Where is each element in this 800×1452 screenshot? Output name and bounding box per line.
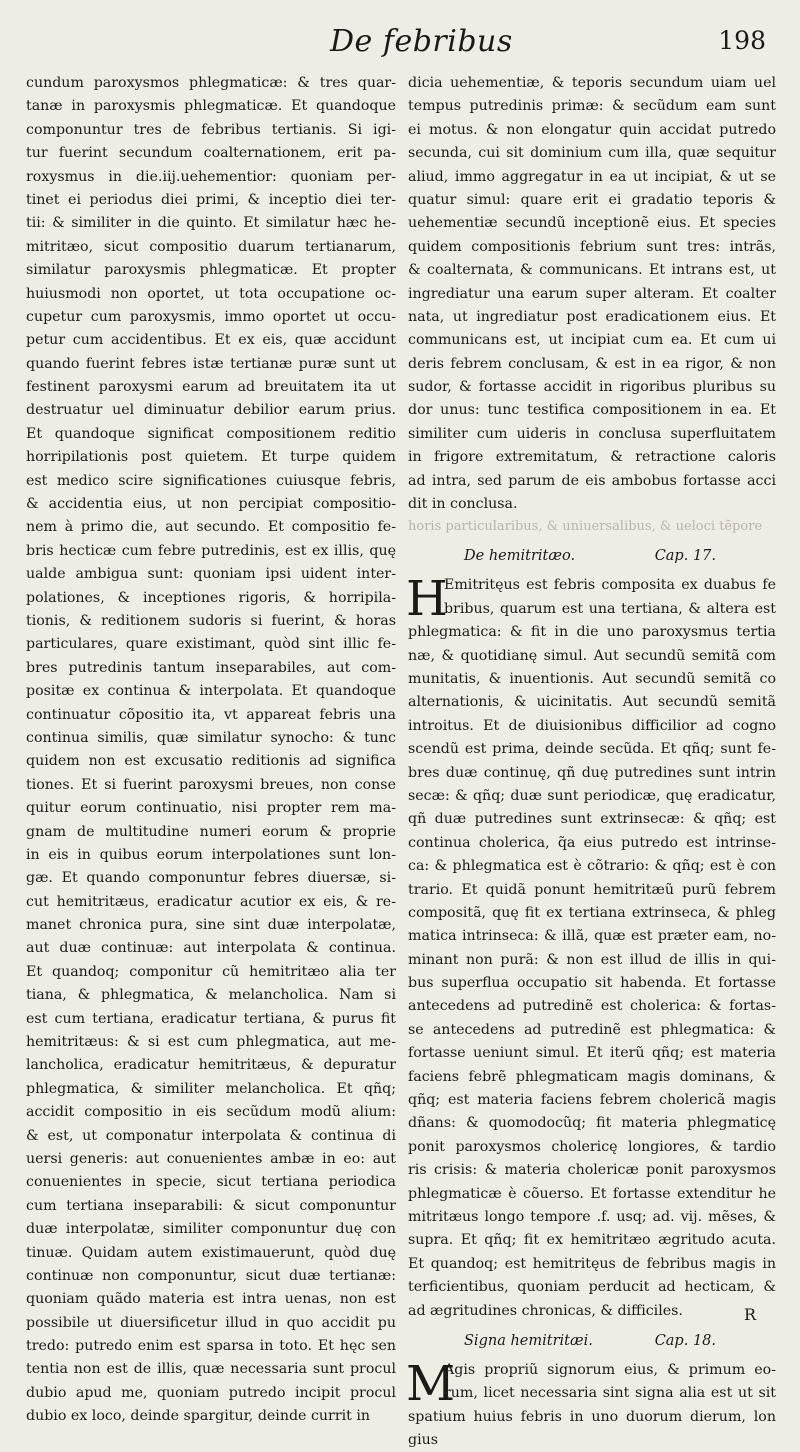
text-line: scendũ est prima, deinde secũda. Et qñq; sunt fe- bbox=[408, 741, 776, 758]
text-line: ualde ambigua sunt: quoniam ipsi uident inter- bbox=[26, 566, 396, 583]
text-line: quitur eorum continuatio, nisi propter rem ma- bbox=[26, 800, 396, 817]
text-line: dicia uehementiæ, & teporis secundum uiam uel bbox=[408, 75, 776, 91]
text-line: nata, ut ingrediatur post eradicationem eius. Et bbox=[408, 308, 776, 325]
page-number: 198 bbox=[718, 26, 766, 55]
text-line: tinet ei periodus diei primi, & inceptio diei ter- bbox=[26, 191, 396, 208]
text-line: næ, & quotidianę simul. Aut secundũ semitã com bbox=[408, 647, 776, 664]
text-line: est cum tertiana, eradicatur tertiana, & purus fit bbox=[26, 1010, 396, 1027]
text-line: ris crisis: & materia cholericæ ponit paroxysmos bbox=[408, 1162, 776, 1179]
text-line: faciens febrẽ phlegmaticam magis dominans, & bbox=[408, 1068, 776, 1085]
text-line: cum tertiana inseparabili: & sicut componuntur bbox=[26, 1197, 396, 1214]
chapter-18-drop-cap: M bbox=[406, 1355, 456, 1412]
text-line: aut duæ continuæ: aut interpolata & continua. bbox=[26, 940, 396, 957]
chapter-18-number: 18. bbox=[692, 1332, 716, 1349]
chapter-17-cap-label: Cap. bbox=[654, 548, 689, 565]
text-line: compositã, quę fit ex tertiana extrinseca, & phleg bbox=[408, 904, 776, 921]
text-line: gnam de multitudine numeri eorum & proprie bbox=[26, 823, 396, 840]
text-line: manet chronica pura, sine sint duæ interpolatæ, bbox=[26, 917, 396, 934]
text-line: possibile ut diuersificetur illud in quo accidit pu bbox=[26, 1314, 396, 1331]
text-line: tiones. Et si fuerint paroxysmi breues, non conse bbox=[26, 776, 396, 793]
text-line: mitritæo, sicut compositio duarum tertianarum, bbox=[26, 238, 396, 255]
text-line: petur cum accidentibus. Et ex eis, quæ accidunt bbox=[26, 332, 396, 349]
text-line: dit in conclusa. bbox=[408, 496, 518, 513]
text-line: similatur paroxysmis phlegmaticæ. Et propter bbox=[26, 262, 396, 279]
text-line: ingrediatur una earum super alteram. Et coalter bbox=[408, 285, 776, 302]
text-line: sudor, & fortasse accidit in rigoribus pluribus su bbox=[408, 379, 776, 396]
text-line: ad ægritudines chronicas, & difficiles. bbox=[408, 1302, 683, 1319]
text-line: quidem non est excusatio reditionis ad significa bbox=[26, 753, 396, 770]
text-line: ad intra, sed parum de eis ambobus fortasse acci bbox=[408, 472, 776, 489]
text-line: ponit paroxysmos cholericę longiores, & tardio bbox=[408, 1138, 776, 1155]
text-line: secæ: & qñq; duæ sunt periodicæ, quę eradicatur, bbox=[408, 787, 776, 804]
chapter-17-title: De hemitritæo. bbox=[464, 548, 576, 565]
text-line: & accidentia eius, ut non percipiat compositio- bbox=[26, 496, 396, 513]
text-line: ca: & phlegmatica est è cõtrario: & qñq; est è con bbox=[408, 858, 776, 875]
text-line: ei motus. & non elongatur quin accidat putredo bbox=[408, 121, 776, 138]
chapter-18-cap-label: Cap. bbox=[654, 1332, 689, 1349]
page-header bbox=[0, 20, 800, 64]
text-line: tionis, & reditionem sudoris si fuerint, & horas bbox=[26, 612, 396, 629]
text-line: cut hemitritæus, eradicatur acutior ex eis, & re- bbox=[26, 893, 396, 910]
text-line: destruatur uel diminuatur debilior earum prius. bbox=[26, 402, 396, 419]
text-line: huiusmodi non oportet, ut tota occupatione oc- bbox=[26, 285, 396, 302]
text-line: bris hecticæ cum febre putredinis, est ex illis, quę bbox=[26, 542, 396, 559]
chapter-17-number: 17. bbox=[692, 548, 716, 565]
text-line: bres duæ continuę, qñ duę putredines sunt intrin bbox=[408, 764, 776, 781]
text-line: phlegmatica: & fit in die uno paroxysmus tertia bbox=[408, 624, 776, 641]
right-text-column bbox=[408, 72, 776, 1452]
text-line: quoniam quãdo materia est intra uenas, non est bbox=[26, 1291, 396, 1308]
text-line: accidit compositio in eis secũdum modũ alium: bbox=[26, 1104, 396, 1121]
text-line: horripilationis post quietem. Et turpe quidem bbox=[26, 449, 396, 466]
text-line: uehementiæ secundũ inceptionẽ eius. Et species bbox=[408, 215, 776, 232]
text-line: est medico scire significationes cuiusque febris, bbox=[26, 472, 396, 489]
text-line: cundum paroxysmos phlegmaticæ: & tres quar- bbox=[26, 75, 396, 91]
text-line: terficientibus, quoniam perducit ad hecticam, & bbox=[408, 1279, 776, 1296]
text-line: dubio ex loco, deinde spargitur, deinde currit in bbox=[26, 1408, 371, 1425]
text-line: tanæ in paroxysmis phlegmaticæ. Et quandoque bbox=[26, 98, 396, 115]
text-line: tempus putredinis primæ: & secũdum eam sunt bbox=[408, 98, 776, 115]
text-line: bribus, quarum est una tertiana, & altera est bbox=[444, 600, 776, 617]
text-line: Et quandoq; componitur cũ hemitritæo alia ter bbox=[26, 963, 396, 980]
chapter-18-title: Signa hemitritæi. bbox=[464, 1332, 593, 1349]
text-line: alternationis, & uicinitatis. Aut secundũ semitã bbox=[408, 694, 776, 711]
text-line: positæ ex continua & interpolata. Et quandoque bbox=[26, 683, 396, 700]
text-line: gæ. Et quando componuntur febres diuersæ, si- bbox=[26, 870, 396, 887]
text-line: hemitritæus: & si est cum phlegmatica, aut me- bbox=[26, 1034, 396, 1051]
chapter-18-heading bbox=[408, 1323, 776, 1359]
text-line: tinuæ. Quidam autem existimauerunt, quòd duę bbox=[26, 1244, 396, 1261]
text-line: tii: & similiter in die quinto. Et similatur hæc he- bbox=[26, 215, 396, 232]
text-line: lancholica, eradicatur hemitritæus, & depuratur bbox=[26, 1057, 396, 1074]
right-column-top-text bbox=[408, 72, 776, 516]
text-line: cupetur cum paroxysmis, immo oportet ut occu- bbox=[26, 308, 396, 325]
text-line: gius bbox=[408, 1432, 439, 1449]
text-line: continuæ non componuntur, sicut duæ tertianæ: bbox=[26, 1267, 396, 1284]
text-line: supra. Et qñq; fit ex hemitritæo ægritudo acuta. bbox=[408, 1232, 776, 1249]
text-line: secunda, cui sit dominium cum illa, quæ sequitur bbox=[408, 145, 776, 162]
text-line: phlegmaticæ è cõuerso. Et fortasse extenditur he bbox=[408, 1185, 776, 1202]
text-line: bus superflua occupatio sit habenda. Et fortasse bbox=[408, 975, 776, 992]
left-text-column bbox=[26, 72, 396, 1429]
text-line: tredo: putredo enim est sparsa in toto. Et hęc sen bbox=[26, 1338, 396, 1355]
text-line: phlegmatica, & similiter melancholica. Et qñq; bbox=[26, 1080, 396, 1097]
text-line: antecedens ad putredinẽ est cholerica: & fortas- bbox=[408, 998, 776, 1015]
text-line: nem à primo die, aut secundo. Et compositio fe- bbox=[26, 519, 396, 536]
text-line: Et quandoq; est hemitritęus de febribus magis in bbox=[408, 1255, 776, 1272]
catchword: R bbox=[744, 1305, 757, 1324]
chapter-17-heading bbox=[408, 538, 776, 574]
text-line: fortasse ueniunt simul. Et iterũ qñq; est materia bbox=[408, 1045, 776, 1062]
text-line: dubio apud me, quoniam putredo incipit procul bbox=[26, 1384, 396, 1401]
text-line: similiter cum uideris in conclusa superfluitatem bbox=[408, 425, 776, 442]
running-title: De febribus bbox=[330, 24, 513, 59]
text-line: spatium huius febris in uno duorum dierum, lon bbox=[408, 1408, 776, 1425]
text-line: dor unus: tunc testifica compositionem in ea. Et bbox=[408, 402, 776, 419]
text-line: rum, licet necessaria sint signa alia est ut sit bbox=[444, 1385, 776, 1402]
text-line: introitus. Et de diuisionibus difficilior ad cogno bbox=[408, 717, 776, 734]
text-line: polationes, & inceptiones rigoris, & horripila- bbox=[26, 589, 396, 606]
text-line: conuenientes in specie, sicut tertiana periodica bbox=[26, 1174, 396, 1191]
text-line: in frigore extremitatum, & retractione caloris bbox=[408, 449, 776, 466]
text-line: se antecedens ad putredinẽ est phlegmatica: & bbox=[408, 1021, 776, 1038]
text-line: & est, ut componatur interpolata & continua di bbox=[26, 1127, 396, 1144]
text-line: deris febrem conclusam, & est in ea rigor, & non bbox=[408, 355, 776, 372]
text-line: tentia non est de illis, quæ necessaria sunt procul bbox=[26, 1361, 396, 1378]
text-line: qñ duæ putredines sunt extrinsecæ: & qñq; est bbox=[408, 811, 776, 828]
text-line: mitritæus longo tempore .f. usq; ad. vij. mẽses, & bbox=[408, 1208, 776, 1225]
text-line: qñq; est materia faciens febrem cholericã magis bbox=[408, 1092, 776, 1109]
text-line: quando fuerint febres istæ tertianæ puræ sunt ut bbox=[26, 355, 396, 372]
text-line: Et quandoque significat compositionem reditio bbox=[26, 425, 396, 442]
text-line: Agis propriũ signorum eius, & primum eo- bbox=[444, 1361, 776, 1378]
text-line: quatur simul: quare erit ei gradatio teporis & bbox=[408, 191, 776, 208]
text-line: minant non purã: & non est illud de illis in qui- bbox=[408, 951, 776, 968]
text-line: uersi generis: aut conuenientes ambæ in eo: aut bbox=[26, 1150, 396, 1167]
text-line: roxysmus in die.iij.uehementior: quoniam per- bbox=[26, 168, 396, 185]
text-line: dñans: & quomodocũq; fit materia phlegmaticę bbox=[408, 1115, 776, 1132]
text-line: quidem compositionis febrium sunt tres: intrãs, bbox=[408, 238, 776, 255]
text-line: Emitritęus est febris composita ex duabus fe bbox=[444, 577, 776, 594]
chapter-17-drop-cap: H bbox=[406, 571, 448, 628]
text-line: continua cholerica, q̃a eius putredo est intrinse- bbox=[408, 834, 776, 851]
text-line: duæ interpolatæ, similiter componuntur duę con bbox=[26, 1221, 396, 1238]
text-line: in eis in quibus eorum interpolationes sunt lon- bbox=[26, 846, 396, 863]
bleed-through-text: horis particularibus, & uniuersalibus, & ueloci tẽpore bbox=[408, 519, 763, 535]
text-line: tiana, & phlegmatica, & melancholica. Nam si bbox=[26, 987, 396, 1004]
text-line: festinent paroxysmi earum ad breuitatem ita ut bbox=[26, 379, 396, 396]
text-line: aliud, immo aggregatur in ea ut incipiat, & ut se bbox=[408, 168, 776, 185]
text-line: continuatur cõpositio ita, vt appareat febris una bbox=[26, 706, 396, 723]
text-line: & coalternata, & communicans. Et intrans est, ut bbox=[408, 262, 776, 279]
text-line: bres putredinis tantum inseparabiles, aut com- bbox=[26, 659, 396, 676]
text-line: communicans est, ut incipiat cum ea. Et cum ui bbox=[408, 332, 776, 349]
text-line: munitatis, & inuentionis. Aut secundũ semitã co bbox=[408, 670, 776, 687]
chapter-17-paragraph bbox=[406, 571, 776, 1323]
text-line: tur fuerint secundum coalternationem, erit pa- bbox=[26, 145, 396, 162]
text-line: particulares, quare existimant, quòd sint illic fe- bbox=[26, 636, 396, 653]
text-line: trario. Et quidã ponunt hemitritæũ purũ febrem bbox=[408, 881, 776, 898]
chapter-18-paragraph bbox=[406, 1355, 776, 1452]
text-line: componuntur tres de febribus tertianis. Si igi- bbox=[26, 121, 396, 138]
text-line: matica intrinseca: & illã, quæ est præter eam, no- bbox=[408, 928, 776, 945]
text-line: continua similis, quæ similatur synocho: & tunc bbox=[26, 729, 396, 746]
